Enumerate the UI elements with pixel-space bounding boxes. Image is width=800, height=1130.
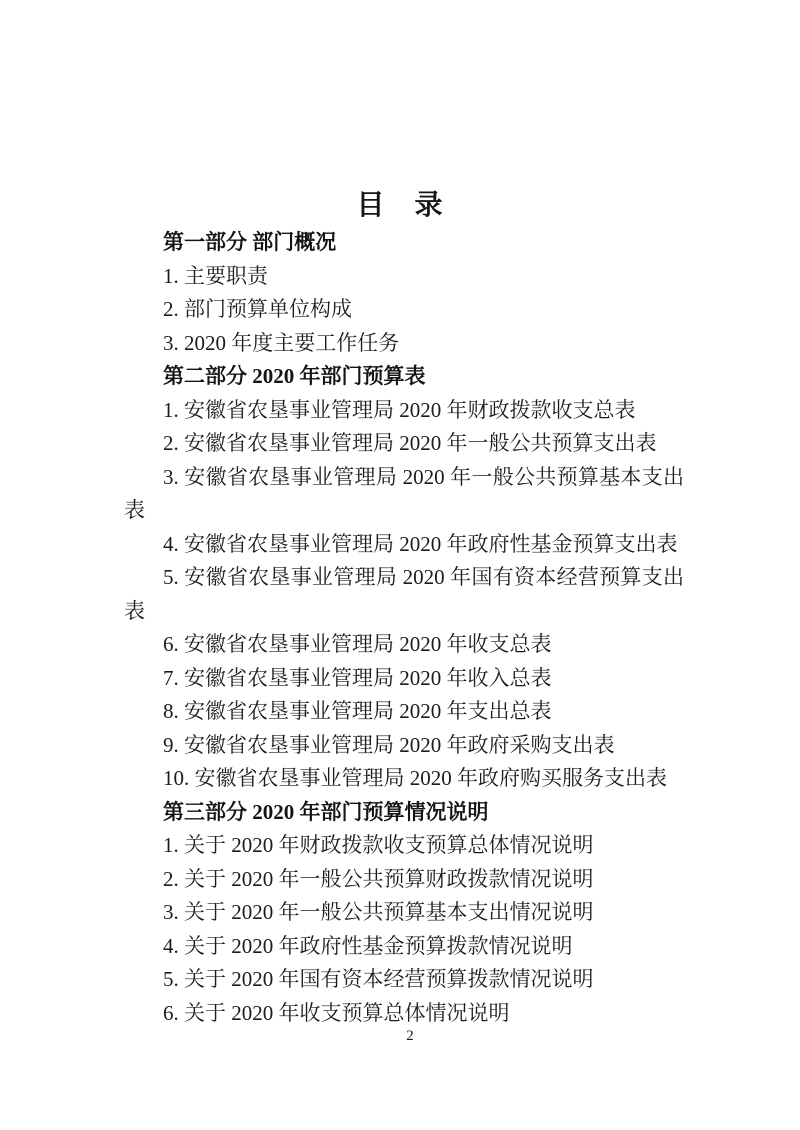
toc-item: 8. 安徽省农垦事业管理局 2020 年支出总表 (163, 699, 552, 723)
toc-item: 7. 安徽省农垦事业管理局 2020 年收入总表 (163, 665, 552, 690)
toc-item: 1. 关于 2020 年财政拨款收支预算总体情况说明 (163, 833, 594, 857)
toc-item: 3. 2020 年度主要工作任务 (163, 330, 400, 355)
toc-section-heading-part2: 第二部分 2020 年部门预算表 (163, 364, 426, 388)
toc-item: 6. 关于 2020 年收支预算总体情况说明 (163, 1000, 510, 1025)
toc-item: 10. 安徽省农垦事业管理局 2020 年政府购买服务支出表 (163, 766, 667, 790)
toc-item: 2. 安徽省农垦事业管理局 2020 年一般公共预算支出表 (163, 431, 657, 455)
page-number: 2 (406, 1028, 414, 1044)
toc-item: 3. 关于 2020 年一般公共预算基本支出情况说明 (163, 900, 594, 924)
toc-section-heading-part1: 第一部分 部门概况 (163, 230, 337, 254)
toc-item: 1. 安徽省农垦事业管理局 2020 年财政拨款收支总表 (163, 397, 636, 422)
table-of-contents (124, 226, 684, 1030)
toc-section-heading-part3: 第三部分 2020 年部门预算情况说明 (163, 799, 489, 824)
toc-item: 2. 部门预算单位构成 (163, 297, 352, 321)
page-title: 目 录 (356, 190, 444, 221)
toc-item: 2. 关于 2020 年一般公共预算财政拨款情况说明 (163, 866, 594, 891)
toc-item: 6. 安徽省农垦事业管理局 2020 年收支总表 (163, 632, 552, 656)
toc-item: 4. 关于 2020 年政府性基金预算拨款情况说明 (163, 933, 573, 958)
toc-item: 3. 安徽省农垦事业管理局 2020 年一般公共预算基本支出表 (124, 464, 684, 522)
toc-item: 9. 安徽省农垦事业管理局 2020 年政府采购支出表 (163, 732, 615, 757)
toc-item: 5. 关于 2020 年国有资本经营预算拨款情况说明 (163, 967, 594, 991)
toc-item: 5. 安徽省农垦事业管理局 2020 年国有资本经营预算支出表 (124, 565, 684, 623)
toc-item: 1. 主要职责 (163, 263, 268, 288)
toc-item: 4. 安徽省农垦事业管理局 2020 年政府性基金预算支出表 (163, 531, 678, 556)
